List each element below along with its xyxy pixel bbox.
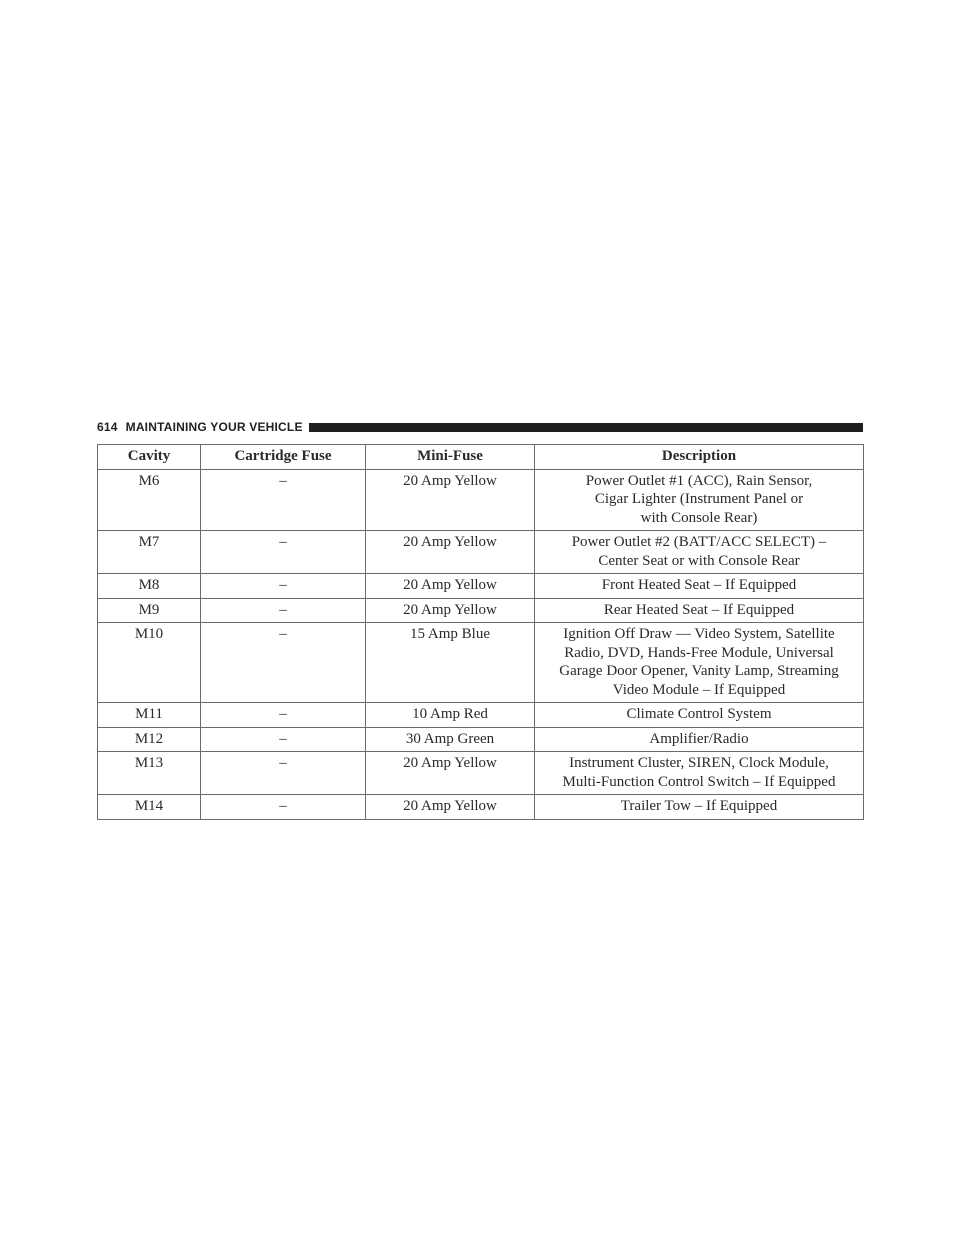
header-cartridge-fuse: Cartridge Fuse [201, 445, 366, 470]
description-cell [535, 469, 864, 531]
header-mini-fuse: Mini-Fuse [366, 445, 535, 470]
mini-fuse-cell: 20 Amp Yellow [366, 469, 535, 531]
cavity-cell: M14 [98, 795, 201, 820]
description-cell [535, 703, 864, 728]
page-number: 614 [97, 420, 118, 434]
cavity-cell: M10 [98, 623, 201, 703]
cavity-cell: M6 [98, 469, 201, 531]
fuse-table [97, 444, 864, 820]
description-line: Garage Door Opener, Vanity Lamp, Streaming [559, 663, 839, 679]
table-row [98, 574, 864, 599]
description-line: Center Seat or with Console Rear [598, 552, 800, 569]
description-line: Power Outlet #2 (BATT/ACC SELECT) – [571, 534, 827, 550]
cartridge-fuse-cell: – [201, 531, 366, 574]
description-cell [535, 598, 864, 623]
description-cell [535, 752, 864, 795]
cavity-cell: M11 [98, 703, 201, 728]
description-line: Ignition Off Draw — Video System, Satellite [563, 626, 835, 642]
description-cell [535, 574, 864, 599]
mini-fuse-cell: 20 Amp Yellow [366, 598, 535, 623]
cavity-cell: M8 [98, 574, 201, 599]
section-title: MAINTAINING YOUR VEHICLE [125, 420, 303, 434]
cavity-cell: M13 [98, 752, 201, 795]
description-line: Radio, DVD, Hands-Free Module, Universal [564, 644, 834, 661]
mini-fuse-cell: 20 Amp Yellow [366, 531, 535, 574]
cartridge-fuse-cell: – [201, 598, 366, 623]
cartridge-fuse-cell: – [201, 469, 366, 531]
page-header [97, 419, 863, 435]
table-body [98, 469, 864, 819]
table-row [98, 752, 864, 795]
table-row [98, 623, 864, 703]
description-line: Trailer Tow – If Equipped [620, 798, 778, 814]
mini-fuse-cell: 20 Amp Yellow [366, 752, 535, 795]
mini-fuse-cell: 20 Amp Yellow [366, 795, 535, 820]
mini-fuse-cell: 20 Amp Yellow [366, 574, 535, 599]
description-cell [535, 623, 864, 703]
description-cell [535, 531, 864, 574]
description-line: Multi-Function Control Switch – If Equipped [562, 773, 836, 790]
description-line: with Console Rear) [640, 509, 758, 526]
cartridge-fuse-cell: – [201, 703, 366, 728]
description-cell [535, 727, 864, 752]
cartridge-fuse-cell: – [201, 623, 366, 703]
header-description: Description [535, 445, 864, 470]
description-line: Instrument Cluster, SIREN, Clock Module, [569, 755, 829, 771]
table-row [98, 598, 864, 623]
description-line: Cigar Lighter (Instrument Panel or [594, 491, 804, 507]
cavity-cell: M7 [98, 531, 201, 574]
cartridge-fuse-cell: – [201, 727, 366, 752]
description-line: Climate Control System [626, 706, 772, 722]
table-row [98, 727, 864, 752]
table-row [98, 703, 864, 728]
description-line: Rear Heated Seat – If Equipped [603, 601, 795, 618]
cavity-cell: M12 [98, 727, 201, 752]
mini-fuse-cell: 15 Amp Blue [366, 623, 535, 703]
mini-fuse-cell: 30 Amp Green [366, 727, 535, 752]
table-row [98, 795, 864, 820]
table-row [98, 531, 864, 574]
cavity-cell: M9 [98, 598, 201, 623]
description-line: Front Heated Seat – If Equipped [601, 577, 797, 593]
cartridge-fuse-cell: – [201, 752, 366, 795]
description-cell [535, 795, 864, 820]
mini-fuse-cell: 10 Amp Red [366, 703, 535, 728]
table-row [98, 469, 864, 531]
description-line: Video Module – If Equipped [612, 681, 786, 698]
description-line: Power Outlet #1 (ACC), Rain Sensor, [585, 472, 813, 489]
table-header-row [98, 445, 864, 470]
description-line: Amplifier/Radio [649, 730, 749, 747]
header-cavity: Cavity [98, 445, 201, 470]
cartridge-fuse-cell: – [201, 795, 366, 820]
header-rule [309, 423, 863, 432]
cartridge-fuse-cell: – [201, 574, 366, 599]
